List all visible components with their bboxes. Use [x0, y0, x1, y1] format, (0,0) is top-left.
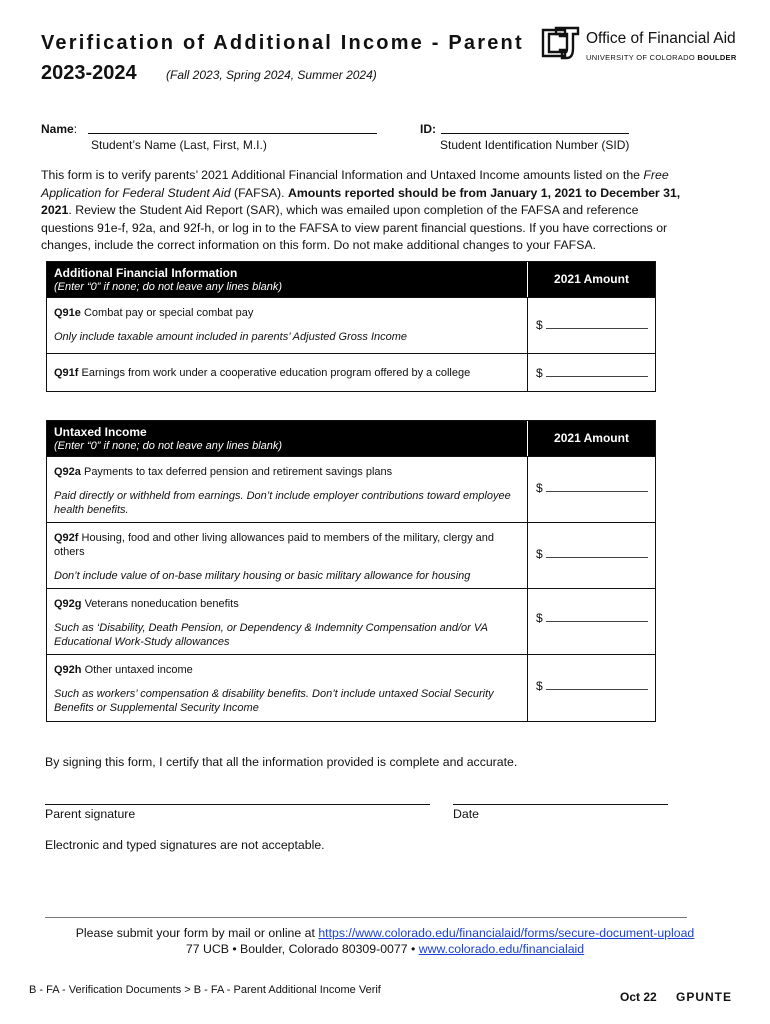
office-address: 77 UCB • Boulder, Colorado 80309-0077 • www.colorado.edu/financialaid	[185, 942, 585, 956]
question-text: Q92a Payments to tax deferred pension and retirement savings plans	[54, 466, 393, 478]
table-subtitle: (Enter “0” if none; do not leave any lines blank)	[54, 281, 283, 293]
table-title: Untaxed Income	[54, 425, 147, 439]
award-year: 2023-2024	[41, 62, 137, 84]
question-text: Q92f Housing, food and other living allowances paid to members of the military, clergy and others	[54, 532, 495, 558]
upload-link[interactable]: https://www.colorado.edu/financialaid/forms/secure-document-upload	[318, 926, 695, 940]
certification-statement: By signing this form, I certify that all the information provided is complete and accurate.	[45, 755, 518, 769]
table-row-q92g	[47, 588, 655, 654]
form-code: GPUNTE	[676, 990, 733, 1004]
table-row-q91e	[47, 297, 655, 353]
amount-input-q92g[interactable]: $	[536, 611, 648, 625]
table-title: Additional Financial Information	[54, 266, 238, 280]
table-row-q92h	[47, 654, 655, 721]
table-header	[47, 421, 655, 456]
question-note: Such as workers’ compensation & disability benefits. Don’t include untaxed Social Security Benefits or Supplemental Security Income	[54, 688, 494, 714]
cu-logo-icon	[540, 24, 580, 62]
id-label: ID:	[420, 122, 436, 136]
question-text: Q92g Veterans noneducation benefits	[54, 598, 239, 610]
document-path: B - FA - Verification Documents > B - FA - Parent Additional Income Verif	[29, 984, 381, 996]
amount-column-header: 2021 Amount	[527, 421, 655, 456]
parent-signature-field[interactable]	[45, 804, 430, 805]
table-header	[47, 262, 655, 297]
form-title: Verification of Additional Income - Parent	[41, 32, 524, 54]
amount-input-q91e[interactable]: $	[536, 318, 648, 332]
table-subtitle: (Enter “0” if none; do not leave any lines blank)	[54, 440, 283, 452]
question-text: Q91e Combat pay or special combat pay	[54, 307, 254, 319]
intro-paragraph: This form is to verify parents’ 2021 Additional Financial Information and Untaxed Income amounts listed on the Free Application for Federal Student Aid (FAFSA). Amounts reported should be from January 1, 2021 to December 31, 2021. Review the Student Aid Report (SAR), which was emailed upon completion of the FAFSA and reference questions 91e-f, 92a, and 92f-h, or log in to the FAFSA to view parent financial questions. If you have corrections or changes, include the correct information on this form. Do not make additional changes to your FAFSA.	[41, 168, 681, 253]
question-text: Q91f Earnings from work under a cooperative education program offered by a college	[54, 367, 471, 379]
amount-input-q92f[interactable]: $	[536, 547, 648, 561]
table-row-q91f	[47, 353, 655, 391]
amount-input-q92h[interactable]: $	[536, 679, 648, 693]
office-logo	[540, 24, 740, 66]
question-note: Paid directly or withheld from earnings. Don’t include employer contributions toward employee health benefits.	[54, 490, 511, 516]
submit-instructions: Please submit your form by mail or online at https://www.colorado.edu/financialaid/forms/secure-document-upload	[75, 926, 695, 940]
date-field[interactable]	[453, 804, 668, 805]
signature-notice: Electronic and typed signatures are not acceptable.	[45, 838, 325, 852]
footer-divider	[45, 917, 687, 918]
question-note: Don’t include value of on-base military housing or basic military allowance for housing	[54, 570, 471, 582]
amount-input-q91f[interactable]: $	[536, 366, 648, 380]
id-field[interactable]	[441, 133, 629, 134]
question-text: Q92h Other untaxed income	[54, 664, 193, 676]
name-label: Name:	[41, 122, 78, 136]
id-caption: Student Identification Number (SID)	[440, 138, 630, 152]
award-terms: (Fall 2023, Spring 2024, Summer 2024)	[166, 68, 377, 82]
revision-date: Oct 22	[620, 990, 657, 1004]
untaxed-income-table	[46, 420, 656, 722]
parent-signature-label: Parent signature	[45, 807, 136, 821]
name-caption: Student’s Name (Last, First, M.I.)	[91, 138, 267, 152]
name-field[interactable]	[88, 133, 377, 134]
question-note: Such as ‘Disability, Death Pension, or Dependency & Indemnity Compensation and/or VA Educational Work-Study allowances	[54, 622, 488, 648]
amount-column-header: 2021 Amount	[527, 262, 655, 297]
table-row-q92a	[47, 456, 655, 522]
website-link[interactable]: www.colorado.edu/financialaid	[418, 942, 585, 956]
logo-office-name: Office of Financial Aid	[586, 30, 736, 47]
logo-university: UNIVERSITY OF COLORADO BOULDER	[586, 53, 737, 62]
amount-input-q92a[interactable]: $	[536, 481, 648, 495]
table-row-q92f	[47, 522, 655, 588]
additional-financial-table	[46, 261, 656, 392]
date-label: Date	[453, 807, 479, 821]
question-note: Only include taxable amount included in parents’ Adjusted Gross Income	[54, 331, 408, 343]
